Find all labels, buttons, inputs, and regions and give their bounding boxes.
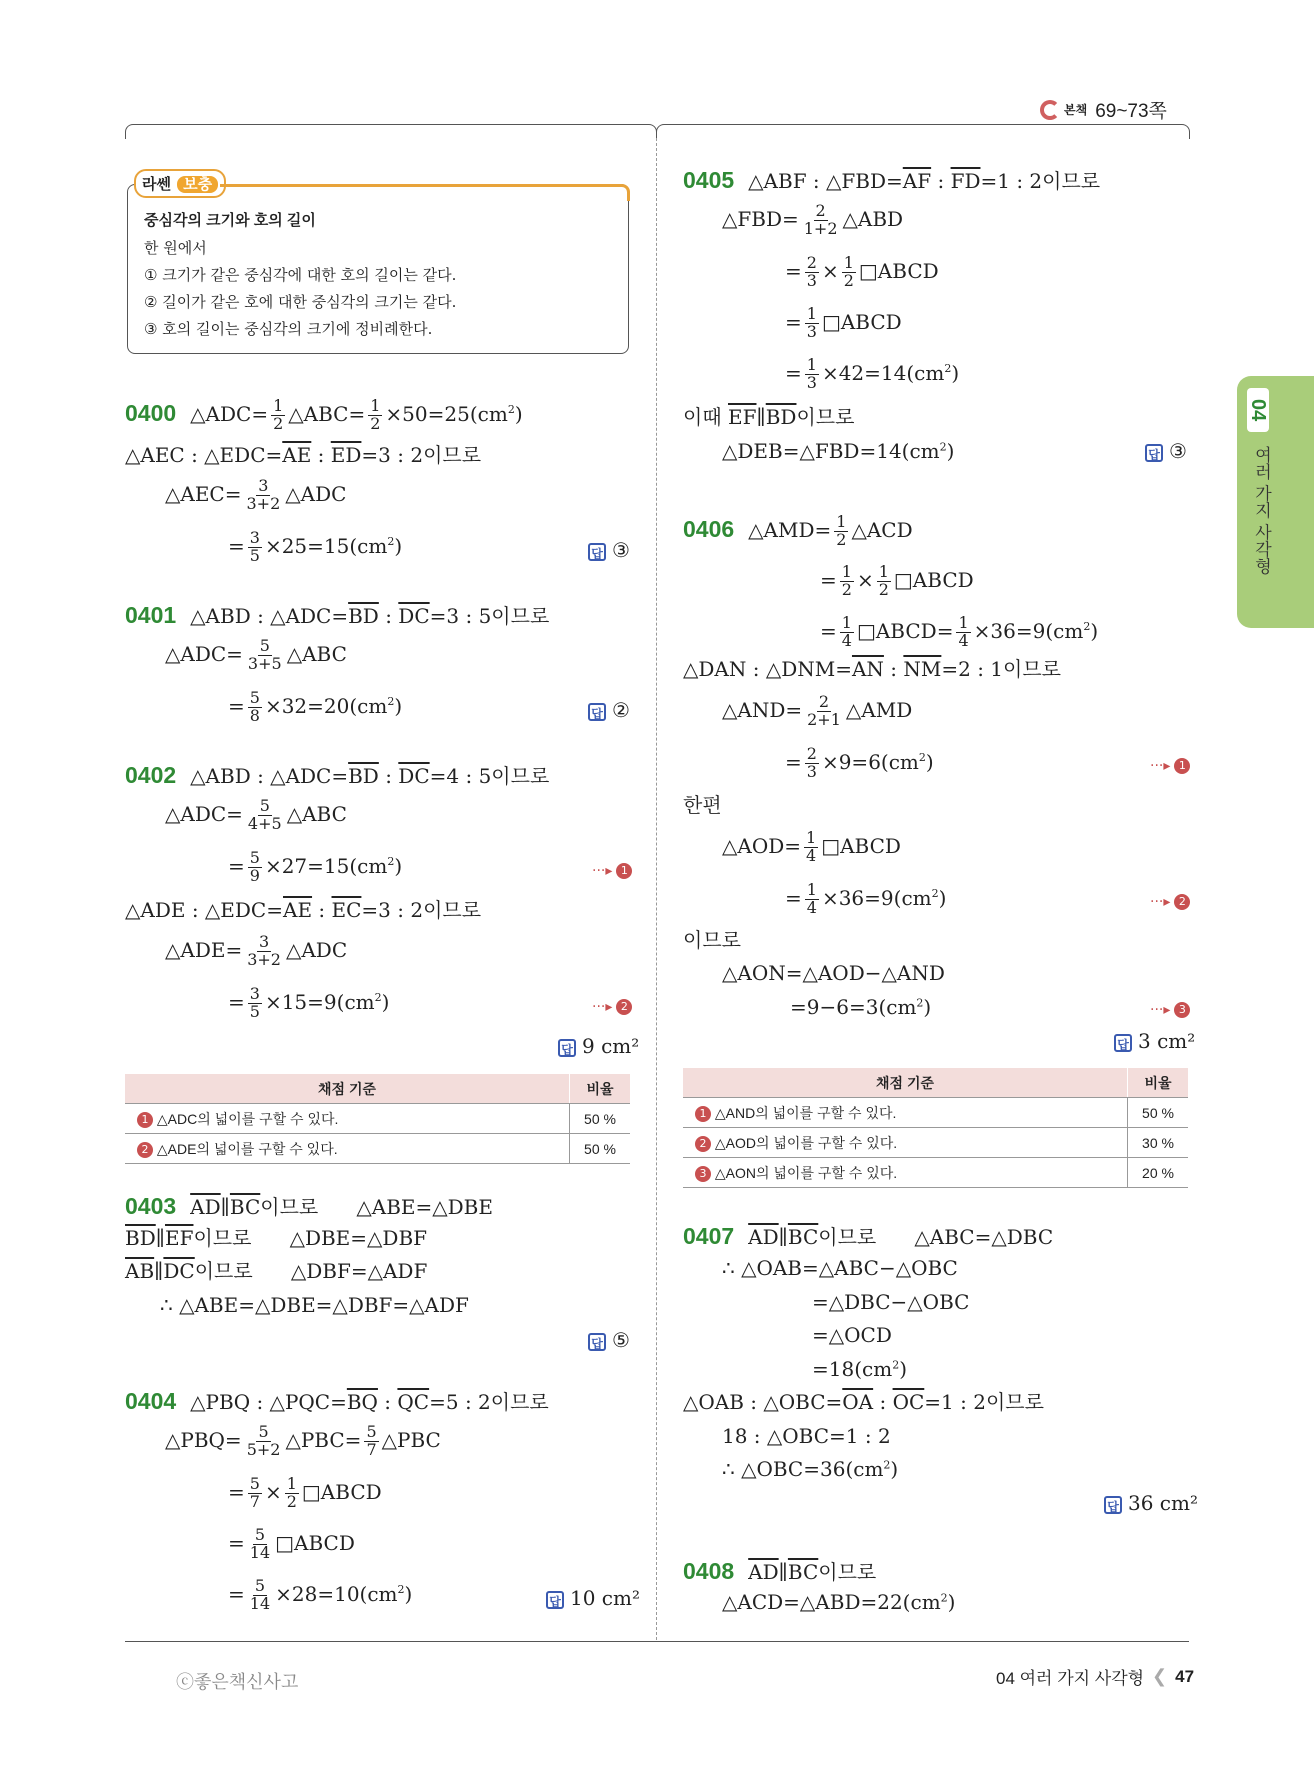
grading-table — [683, 1068, 1188, 1188]
step-marker: ···▸ 1 — [592, 860, 632, 879]
criterion-text: △AND의 넓이를 구할 수 있다. — [714, 1104, 897, 1121]
solution-line: = $\frac{5}{9}$ $\times 27=15(cm^2)$ — [228, 848, 403, 885]
solution-line: △ADE= $\frac{3}{3+2}$ △ADC — [165, 932, 348, 969]
solution-line: △AOD= $\frac{1}{4}$ □ABCD — [722, 828, 901, 865]
problem-number: 0403 — [125, 1193, 177, 1219]
step-number: 1 — [137, 1112, 153, 1128]
solution-line: = $\frac{1}{2}$ × $\frac{1}{2}$ □ABCD — [820, 562, 974, 599]
solution-line: 0408 $\overline{AD}\parallel\overline{BC}$이므로 — [683, 1558, 877, 1584]
step-marker: ···▸ 3 — [1150, 999, 1190, 1018]
criterion-percent: 30 % — [1128, 1128, 1189, 1158]
criterion-text: △ADE의 넓이를 구할 수 있다. — [156, 1140, 338, 1157]
answer — [1145, 441, 1187, 462]
solution-line: 0403 $\overline{AD}\parallel\overline{BC}$이므로 △ABE=△DBE — [125, 1193, 493, 1219]
fraction: $\frac{2}{1+2}$ — [803, 201, 838, 238]
step-number: 1 — [1174, 758, 1190, 774]
solution-line: △ADC= $\frac{5}{4+5}$ △ABC — [165, 796, 347, 833]
answer-value: ③ — [1169, 439, 1187, 463]
criterion-percent: 50 % — [570, 1134, 631, 1164]
solution-line: $\overline{BD}\parallel\overline{EF}$이므로 △DBE=△DBF — [125, 1226, 428, 1250]
answer-value: ② — [612, 698, 630, 722]
fraction: $\frac{1}{2}$ — [370, 396, 381, 433]
fraction: $\frac{1}{2}$ — [836, 512, 847, 549]
criterion-text: △AOD의 넓이를 구할 수 있다. — [714, 1134, 898, 1151]
criterion-text: △AON의 넓이를 구할 수 있다. — [714, 1164, 898, 1181]
answer-icon: 답 — [588, 543, 606, 561]
solution-line: $\triangle DEB=\triangle FBD=14(cm^2)$ — [722, 439, 955, 463]
problem-number: 0406 — [683, 515, 735, 542]
fraction: $\frac{5}{14}$ — [249, 1576, 271, 1613]
step-number: 1 — [695, 1106, 711, 1122]
solution-line: △AND= $\frac{2}{2+1}$ △AMD — [722, 692, 913, 729]
fraction: $\frac{5}{14}$ — [249, 1525, 271, 1562]
table-row — [125, 1104, 630, 1134]
book-arrow-icon — [1040, 100, 1060, 120]
fraction: $\frac{1}{2}$ — [841, 562, 852, 599]
page-range: 69~73쪽 — [1095, 101, 1167, 122]
fraction: $\frac{1}{2}$ — [273, 396, 284, 433]
table-header: 비율 — [1128, 1068, 1189, 1098]
answer-value: 36 cm² — [1128, 1491, 1198, 1515]
header-rule-right — [656, 124, 1190, 139]
problem-number: 0407 — [683, 1223, 735, 1249]
solution-line: 이때 $\overline{EF}\parallel\overline{BD}$이므로 — [683, 405, 855, 429]
solution-line: 0406 △AMD= $\frac{1}{2}$ △ACD — [683, 512, 913, 549]
answer-icon: 답 — [588, 703, 606, 721]
solution-line: = $\frac{1}{4}$ $\times 36=9(cm^2)$ — [785, 880, 947, 917]
solution-line: = $\frac{5}{8}$ $\times 32=20(cm^2)$ — [228, 688, 403, 725]
fraction: $\frac{5}{3+5}$ — [247, 636, 282, 673]
table-header: 채점 기준 — [683, 1068, 1128, 1098]
table-header: 비율 — [570, 1074, 631, 1104]
solution-line: ∴ △OAB=△ABC−△OBC — [722, 1256, 958, 1280]
table-row — [683, 1098, 1188, 1128]
problem-number: 0405 — [683, 167, 735, 193]
table-header: 채점 기준 — [125, 1074, 570, 1104]
solution-line: 0405 △ABF : $\triangle FBD=\overline{AF}$ : $\overline{FD}=1$ : 2이므로 — [683, 167, 1101, 193]
criterion-text: △ADC의 넓이를 구할 수 있다. — [156, 1110, 339, 1127]
answer — [546, 1588, 640, 1609]
answer — [1104, 1493, 1198, 1514]
table-row — [125, 1134, 630, 1164]
tip-line: ③ 호의 길이는 중심각의 크기에 정비례한다. — [144, 320, 433, 338]
fraction: $\frac{1}{4}$ — [806, 880, 817, 917]
fraction: $\frac{1}{3}$ — [806, 355, 817, 392]
chevron-left-icon: ❮ — [1152, 1666, 1168, 1686]
fraction: $\frac{1}{3}$ — [806, 304, 817, 341]
step-marker: ···▸ 2 — [592, 996, 632, 1015]
solution-line: $\triangle ACD=\triangle ABD=22(cm^2)$ — [722, 1590, 956, 1614]
answer-icon: 답 — [1114, 1034, 1132, 1052]
solution-line: =△DBC−△OBC — [812, 1290, 970, 1314]
footer-page — [996, 1664, 1194, 1689]
solution-line: 0407 $\overline{AD}\parallel\overline{BC}$이므로 △ABC=△DBC — [683, 1223, 1054, 1249]
answer-icon: 답 — [1145, 444, 1163, 462]
solution-line: 0401 △ABD : $\triangle ADC=\overline{BD}$ : $\overline{DC}=3$ : 5이므로 — [125, 602, 550, 628]
fraction: $\frac{5}{9}$ — [249, 848, 260, 885]
fraction: $\frac{1}{4}$ — [806, 828, 817, 865]
step-number: 2 — [616, 999, 632, 1015]
solution-line: 0404 △PBQ : $\triangle PQC=\overline{BQ}$ : $\overline{QC}=5$ : 2이므로 — [125, 1388, 549, 1414]
problem-number: 0408 — [683, 1558, 735, 1584]
answer-icon: 답 — [546, 1591, 564, 1609]
grading-table — [125, 1074, 630, 1164]
fraction: $\frac{5}{4+5}$ — [247, 796, 282, 833]
fraction: $\frac{1}{2}$ — [878, 562, 889, 599]
fraction: $\frac{1}{2}$ — [286, 1474, 297, 1511]
solution-line: = $\frac{5}{7}$ × $\frac{1}{2}$ □ABCD — [228, 1474, 382, 1511]
tip-line: ② 길이가 같은 호에 대한 중심각의 크기는 같다. — [144, 293, 457, 311]
fraction: $\frac{1}{2}$ — [843, 253, 854, 290]
step-number: 2 — [695, 1136, 711, 1152]
step-number: 2 — [1174, 894, 1190, 910]
fraction: $\frac{3}{5}$ — [249, 528, 260, 565]
criterion-percent: 50 % — [570, 1104, 631, 1134]
problem-number: 0402 — [125, 762, 177, 788]
answer-icon: 답 — [558, 1039, 576, 1057]
solution-line: △ADE : $\triangle EDC=\overline{AE}$ : $\overline{EC}=3$ : 2이므로 — [125, 898, 482, 922]
footer-rule — [125, 1641, 1189, 1642]
answer — [588, 700, 630, 721]
tip-accent-line — [220, 184, 630, 201]
answer — [588, 540, 630, 561]
answer — [588, 1330, 630, 1351]
step-marker: ···▸ 2 — [1150, 891, 1190, 910]
solution-line: $\overline{AB}\parallel\overline{DC}$이므로 △DBF=△ADF — [125, 1259, 428, 1283]
answer-value: 3 cm² — [1138, 1029, 1196, 1053]
solution-line: 0400 △ADC= $\frac{1}{2}$ △ABC= $\frac{1}{2}$ $\times 50=25(cm^2)$ — [125, 396, 523, 433]
tip-line: ① 크기가 같은 중심각에 대한 호의 길이는 같다. — [144, 266, 457, 284]
table-row — [683, 1158, 1188, 1188]
fraction: $\frac{5}{5+2}$ — [246, 1422, 281, 1459]
solution-line: = $\frac{3}{5}$ $\times 15=9(cm^2)$ — [228, 984, 390, 1021]
answer-value: 9 cm² — [582, 1034, 640, 1058]
solution-line: = $\frac{2}{3}$ $\times 9=6(cm^2)$ — [785, 744, 934, 781]
answer-value: ③ — [612, 538, 630, 562]
fraction: $\frac{2}{3}$ — [806, 253, 817, 290]
solution-line: △AEC= $\frac{3}{3+2}$ △ADC — [165, 476, 347, 513]
side-tab-number: 04 — [1247, 388, 1269, 432]
answer-icon: 답 — [588, 1333, 606, 1351]
step-number: 1 — [616, 863, 632, 879]
solution-line: = $\frac{1}{4}$ □ABCD= $\frac{1}{4}$ $\times 36=9(cm^2)$ — [820, 613, 1099, 650]
tip-box — [127, 176, 629, 354]
fraction: $\frac{1}{4}$ — [841, 613, 852, 650]
answer-value: ⑤ — [612, 1328, 630, 1352]
problem-number: 0400 — [125, 399, 177, 426]
fraction: $\frac{3}{3+2}$ — [246, 476, 281, 513]
fraction: $\frac{2}{3}$ — [806, 744, 817, 781]
solution-line: $=18(cm^2)$ — [812, 1357, 907, 1381]
fraction: $\frac{5}{7}$ — [366, 1422, 377, 1459]
solution-line: =△OCD — [812, 1323, 892, 1347]
side-tab — [1237, 376, 1314, 628]
answer-value: 10 cm² — [570, 1586, 640, 1610]
page-header — [1040, 96, 1167, 123]
side-tab-title: 여러 가지 사각형 — [1252, 446, 1271, 575]
fraction: $\frac{5}{8}$ — [249, 688, 260, 725]
solution-line: 0402 △ABD : $\triangle ADC=\overline{BD}$ : $\overline{DC}=4$ : 5이므로 — [125, 762, 550, 788]
solution-line: $=9-6=3(cm^2)$ — [790, 995, 932, 1019]
criterion-percent: 50 % — [1128, 1098, 1189, 1128]
tip-label — [134, 169, 226, 198]
connector-text: 이때 — [683, 405, 722, 429]
solution-line: △AEC : $\triangle EDC=\overline{AE}$ : $\overline{ED}=3$ : 2이므로 — [125, 443, 482, 467]
header-rule-left — [125, 124, 657, 139]
step-number: 3 — [1174, 1002, 1190, 1018]
solution-line: = $\frac{5}{14}$ $\times 28=10(cm^2)$ — [228, 1576, 413, 1613]
copyright: ⓒ좋은책신사고 — [176, 1672, 299, 1692]
solution-line: = $\frac{2}{3}$ × $\frac{1}{2}$ □ABCD — [785, 253, 939, 290]
column-divider — [656, 138, 657, 1640]
answer — [558, 1036, 639, 1057]
solution-line: = $\frac{5}{14}$ □ABCD — [228, 1525, 355, 1562]
answer-icon: 답 — [1104, 1496, 1122, 1514]
solution-line — [683, 930, 741, 950]
fraction: $\frac{1}{4}$ — [958, 613, 969, 650]
tip-line: 한 원에서 — [144, 239, 207, 257]
solution-line: △OAB : $\triangle OBC=\overline{OA}$ : $\overline{OC}=1$ : 2이므로 — [683, 1390, 1044, 1414]
fraction: $\frac{2}{2+1}$ — [807, 692, 841, 729]
tip-brand: 라쎈 — [142, 176, 171, 193]
solution-line: △FBD= $\frac{2}{1+2}$ △ABD — [722, 201, 904, 238]
fraction: $\frac{3}{3+2}$ — [247, 932, 281, 969]
table-row — [683, 1128, 1188, 1158]
solution-line: △PBQ= $\frac{5}{5+2}$ △PBC= $\frac{5}{7}$ △PBC — [165, 1422, 441, 1459]
answer — [1114, 1031, 1195, 1052]
problem-number: 0404 — [125, 1388, 177, 1414]
step-number: 3 — [695, 1166, 711, 1182]
problem-number: 0401 — [125, 602, 177, 628]
connector-text: 이므로 — [683, 928, 741, 952]
connector-text: 한편 — [683, 793, 722, 817]
chapter-title: 04 여러 가지 사각형 — [996, 1669, 1145, 1688]
tip-badge: 보충 — [177, 176, 218, 193]
solution-line: ∴ △ABE=△DBE=△DBF=△ADF — [160, 1293, 469, 1317]
step-marker: ···▸ 1 — [1150, 755, 1190, 774]
tip-title: 중심각의 크기와 호의 길이 — [144, 212, 316, 229]
solution-line — [683, 795, 722, 815]
solution-line: = $\frac{1}{3}$ $\times 42=14(cm^2)$ — [785, 355, 960, 392]
step-number: 2 — [137, 1142, 153, 1158]
solution-line: = $\frac{3}{5}$ $\times 25=15(cm^2)$ — [228, 528, 403, 565]
fraction: $\frac{3}{5}$ — [249, 984, 260, 1021]
solution-line: △DAN : $\triangle DNM=\overline{AN}$ : $\overline{NM}=2$ : 1이므로 — [683, 657, 1061, 681]
page-number: 47 — [1175, 1666, 1195, 1686]
solution-line: ∴ $\triangle OBC=36(cm^2)$ — [722, 1457, 899, 1481]
book-label: 본책 — [1064, 103, 1088, 117]
solution-line: △AON=△AOD−△AND — [722, 961, 945, 985]
solution-line: 18 : △OBC=1 : 2 — [722, 1424, 891, 1448]
criterion-percent: 20 % — [1128, 1158, 1189, 1188]
fraction: $\frac{5}{7}$ — [249, 1474, 260, 1511]
solution-line: = $\frac{1}{3}$ □ABCD — [785, 304, 902, 341]
solution-line: △ADC= $\frac{5}{3+5}$ △ABC — [165, 636, 347, 673]
